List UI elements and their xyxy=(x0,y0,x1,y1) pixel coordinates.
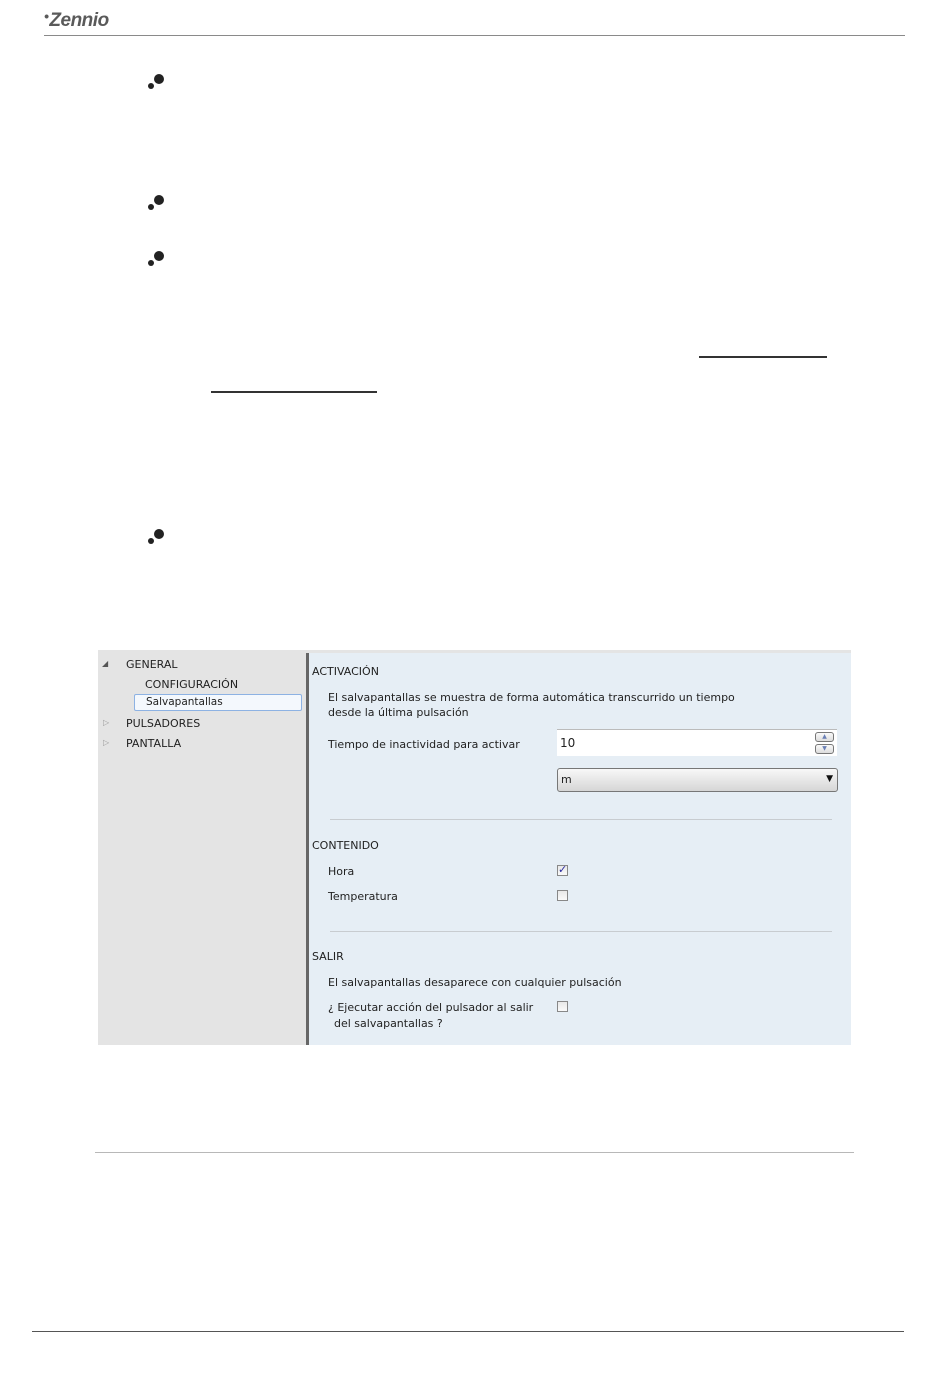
section-separator xyxy=(330,931,832,932)
expanded-triangle-icon[interactable]: ◢ xyxy=(102,659,109,668)
collapsed-triangle-icon[interactable]: ▷ xyxy=(103,718,110,727)
bullet-icon xyxy=(148,195,168,215)
tree-item-general[interactable]: GENERAL xyxy=(126,658,178,671)
time-unit-value: m xyxy=(561,773,572,786)
parameter-content xyxy=(309,653,851,1045)
hora-checkbox[interactable] xyxy=(557,865,568,876)
tree-item-pulsadores[interactable]: PULSADORES xyxy=(126,717,201,730)
temperatura-label: Temperatura xyxy=(328,890,398,903)
link-underline[interactable] xyxy=(211,391,377,393)
section-title-salir: SALIR xyxy=(312,950,344,963)
tree-item-configuracion[interactable]: CONFIGURACIÓN xyxy=(145,678,239,691)
header-rule xyxy=(44,35,905,36)
action-on-exit-label: del salvapantallas ? xyxy=(334,1017,443,1030)
inactivity-label: Tiempo de inactividad para activar xyxy=(328,738,520,751)
zennio-logo xyxy=(44,10,109,32)
bullet-icon xyxy=(148,74,168,94)
tree-item-salvapantallas[interactable] xyxy=(134,694,302,711)
action-on-exit-checkbox[interactable] xyxy=(557,1001,568,1012)
activacion-description: desde la última pulsación xyxy=(328,706,469,719)
logo-dot-icon: • xyxy=(44,8,49,24)
figure-rule xyxy=(95,1152,854,1153)
section-title-contenido: CONTENIDO xyxy=(312,839,379,852)
parameter-tree xyxy=(98,650,306,1045)
bullet-icon xyxy=(148,529,168,549)
time-unit-select[interactable] xyxy=(557,768,838,792)
spin-down-button[interactable]: ▼ xyxy=(815,744,834,754)
spin-up-button[interactable]: ▲ xyxy=(815,732,834,742)
salir-description: El salvapantallas desaparece con cualquier pulsación xyxy=(328,976,622,989)
temperatura-checkbox[interactable] xyxy=(557,890,568,901)
logo-text: Zennio xyxy=(49,10,109,31)
hora-label: Hora xyxy=(328,865,355,878)
section-title-activacion: ACTIVACIÓN xyxy=(312,665,379,678)
action-on-exit-label: ¿ Ejecutar acción del pulsador al salir xyxy=(328,1001,534,1014)
section-separator xyxy=(330,819,832,820)
inactivity-time-input[interactable] xyxy=(557,729,837,756)
activacion-description: El salvapantallas se muestra de forma automática transcurrido un tiempo xyxy=(328,691,735,704)
chevron-down-icon: ▼ xyxy=(826,774,833,784)
link-underline[interactable] xyxy=(699,356,827,358)
bullet-icon xyxy=(148,251,168,271)
check-icon: ✓ xyxy=(558,863,568,876)
parameters-window xyxy=(98,650,851,1045)
footer-rule xyxy=(32,1331,904,1332)
tree-item-label: Salvapantallas xyxy=(146,696,223,708)
collapsed-triangle-icon[interactable]: ▷ xyxy=(103,738,110,747)
inactivity-value: 10 xyxy=(560,736,576,750)
tree-item-pantalla[interactable]: PANTALLA xyxy=(126,737,182,750)
